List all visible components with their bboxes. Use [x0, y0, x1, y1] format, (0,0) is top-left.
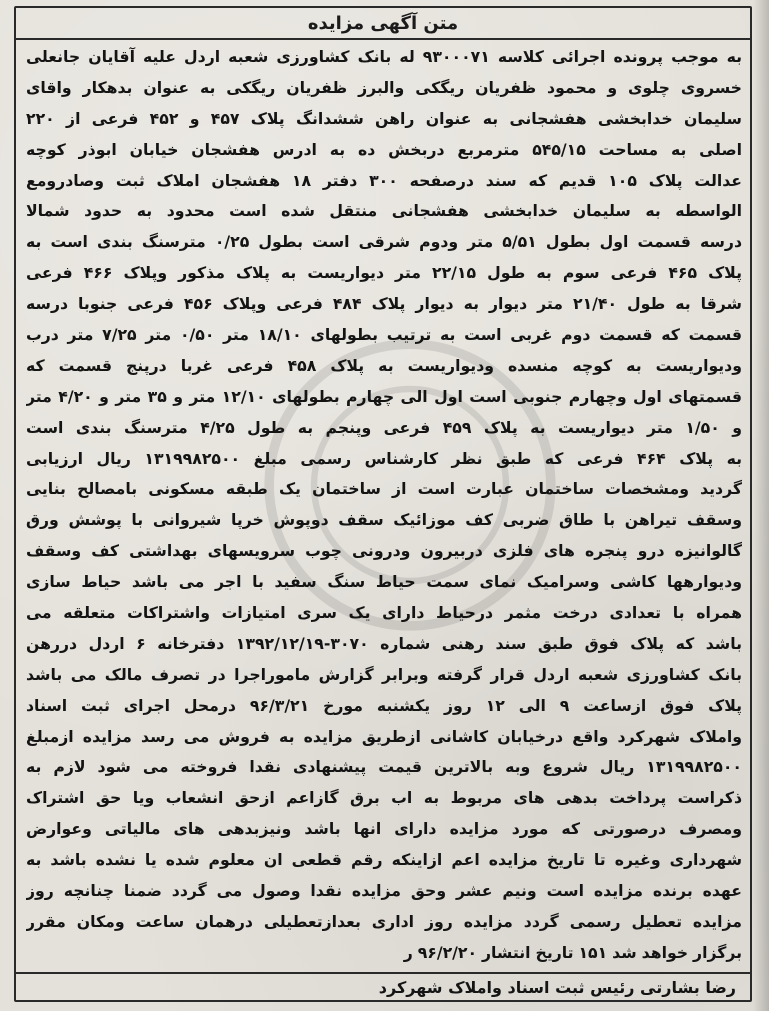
- notice-body: [26, 42, 742, 970]
- notice-line: شرقا به طول ۲۱/۴۰ متر دیوار به دیوار پلاک ۴۸۴ فرعی وپلاک ۴۵۶ فرعی جنوبا درسه: [26, 294, 742, 314]
- notice-line: درسه قسمت اول بطول ۵/۵۱ متر ودوم شرقی است بطول ۰/۲۵ مترسنگ بندی است به: [26, 232, 742, 252]
- notice-line: ذکراست پرداخت بدهی های مربوط به اب برق گازاعم ازحق انشعاب ویا حق اشتراک: [26, 788, 742, 808]
- notice-line: و ۱/۵۰ متر دیواریست به پلاک ۴۵۹ فرعی وپنجم به طول ۴/۲۵ مترسنگ بندی است: [26, 417, 742, 437]
- notice-line: مزایده تعطیل رسمی گردد مزایده روز اداری بعدازتعطیلی درهمان ساعت ومکان مقرر: [26, 911, 742, 931]
- notice-line: قسمت که قسمت دوم غربی است به ترتیب بطولهای ۱۸/۱۰ متر ۰/۵۰ متر ۷/۲۵ متر درب: [26, 325, 742, 345]
- notice-line: عدالت پلاک ۱۰۵ قدیم که سند درصفحه ۳۰۰ دفتر ۱۸ هفشجان املاک ثبت وصادرومع: [26, 170, 742, 190]
- notice-line: گالوانیزه درو پنجره های فلزی دربیرون ودرونی چوب سرویسهای بهداشتی کف وسقف: [26, 541, 742, 561]
- page-edge-shadow: [753, 0, 769, 1011]
- signature-line: رضا بشارتی رئیس ثبت اسناد واملاک شهرکرد: [378, 977, 736, 997]
- notice-footer: [16, 972, 750, 1000]
- notice-line: بانک کشاورزی شعبه اردل قرار گرفته وبرابر گزارش ماموراجرا در تصرف مالک می باشد: [26, 664, 742, 684]
- notice-line: به پلاک ۴۶۴ فرعی که طبق نظر کارشناس رسمی مبلغ ۱۳۱۹۹۸۲۵۰۰ ریال ارزیابی: [26, 448, 742, 468]
- notice-line: سلیمان خدابخشی هفشجانی به عنوان راهن ششدانگ پلاک ۴۵۷ و ۴۵۲ فرعی از ۲۲۰: [26, 108, 742, 128]
- notice-line: گردید ومشخصات ساختمان عبارت است از ساختمان یک طبقه مسکونی بامصالح بنایی: [26, 479, 742, 499]
- notice-line: ۱۳۱۹۹۸۲۵۰۰ ریال شروع وبه بالاترین قیمت پیشنهادی نقدا فروخته می شود لازم به: [26, 757, 742, 777]
- notice-line: خسروی چلوی و محمود ظفریان ریگکی والبرز ظفریان ریگکی به عنوان بدهکار واقای: [26, 77, 742, 97]
- notice-line: واملاک شهرکرد واقع درخیابان کاشانی ازطریق مزایده به فروش می رسد مزایده ازمبلغ: [26, 726, 742, 746]
- notice-title: متن آگهی مزایده: [307, 12, 459, 34]
- notice-line: پلاک فوق ازساعت ۹ الی ۱۲ روز یکشنبه مورخ ۹۶/۳/۲۱ درمحل اجرای ثبت اسناد: [26, 695, 742, 715]
- notice-line: الواسطه به سلیمان خدابخشی هفشجانی منتقل شده است محدود به حدود شمالا: [26, 201, 742, 221]
- notice-line: برگزار خواهد شد ۱۵۱ تاریخ انتشار ۹۶/۲/۲۰ ر: [403, 942, 742, 962]
- notice-line: عهده برنده مزایده است ونیم عشر وحق مزایده نقدا وصول می گردد ضمنا چنانچه روز: [26, 881, 742, 901]
- notice-line: همراه با تعدادی درخت مثمر درحیاط دارای یک سری امتیازات واشتراکات متعلقه می: [26, 603, 742, 623]
- notice-line: پلاک ۴۶۵ فرعی سوم به طول ۲۲/۱۵ متر دیواریست به پلاک مذکور وپلاک ۴۶۶ فرعی: [26, 263, 742, 283]
- notice-line: ودیواریست به کوچه منسده ودیواریست به پلاک ۴۵۸ فرعی غربا درپنج قسمت که: [26, 355, 742, 375]
- notice-header: [16, 8, 750, 40]
- notice-line: شهرداری وغیره تا تاریخ مزایده اعم ازاینکه رقم قطعی ان معلوم شده یا نشده باشد به: [26, 850, 742, 870]
- notice-line: به موجب پرونده اجرائی کلاسه ۹۳۰۰۰۷۱ له بانک کشاورزی شعبه اردل علیه آقایان جانعلی: [26, 47, 742, 66]
- notice-line: اصلی به مساحت ۵۴۵/۱۵ مترمربع دربخش ده به ادرس هفشجان خیابان ابوذر کوچه: [26, 139, 742, 159]
- notice-line: ومصرف درصورتی که مورد مزایده دارای انها باشد ونیزبدهی های مالیاتی وعوارض: [26, 819, 742, 839]
- notice-line: وسقف تیراهن با طاق ضربی کف موزائیک سقف دوپوش خرپا شیروانی با پوشش ورق: [26, 510, 742, 530]
- notice-line: ودیوارهها کاشی وسرامیک نمای سمت حیاط سنگ سفید با اجر می باشد حیاط سازی: [26, 572, 742, 592]
- notice-line: قسمتهای اول وچهارم جنوبی است اول الی چهارم بطولهای ۱۲/۱۰ متر و ۳۵ متر و ۴/۲۰ متر: [26, 386, 742, 406]
- notice-line: باشد که پلاک فوق طبق سند رهنی شماره ۳۰۷۰-۱۳۹۲/۱۲/۱۹ دفترخانه ۶ اردل دررهن: [26, 633, 742, 653]
